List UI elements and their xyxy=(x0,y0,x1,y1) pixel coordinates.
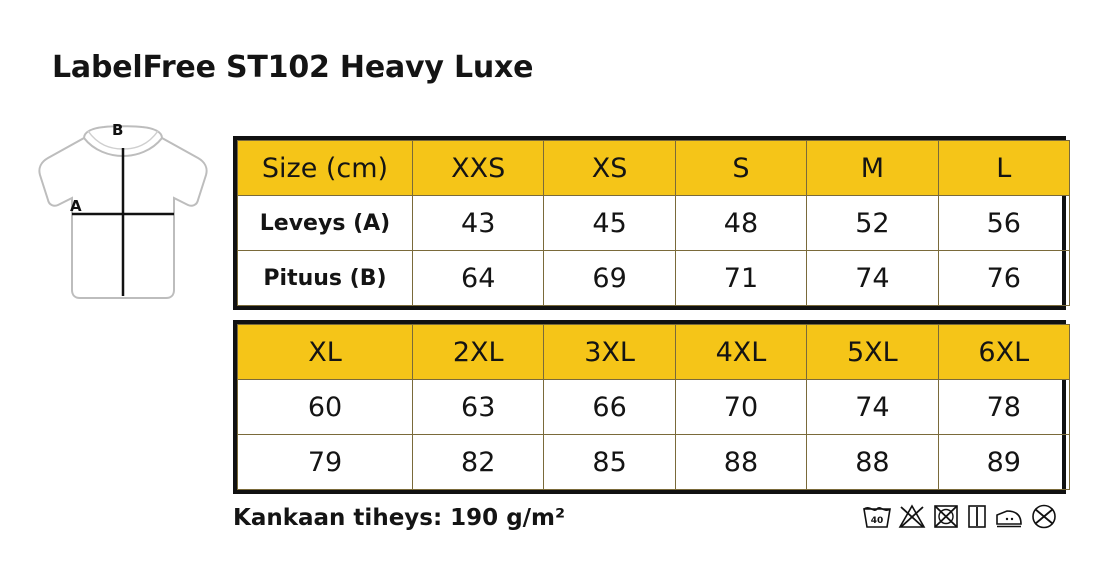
care-symbols xyxy=(862,503,1058,529)
svg-text:40: 40 xyxy=(870,516,884,526)
table-cell: 60 xyxy=(238,380,413,435)
table-header-cell: XS xyxy=(544,141,675,196)
table-cell: 74 xyxy=(807,251,938,306)
table-cell: 79 xyxy=(238,435,413,490)
table-cell: 85 xyxy=(544,435,675,490)
table-header-cell: Size (cm) xyxy=(238,141,413,196)
table-header-cell: 3XL xyxy=(544,325,675,380)
table-row xyxy=(238,435,1070,490)
table-cell: 52 xyxy=(807,196,938,251)
table-cell: 76 xyxy=(938,251,1069,306)
table-cell: 78 xyxy=(938,380,1069,435)
table-cell: 71 xyxy=(675,251,806,306)
table-cell: 89 xyxy=(938,435,1069,490)
do-not-wring-icon xyxy=(966,503,988,529)
do-not-bleach-icon xyxy=(898,503,926,529)
table-header-cell: XL xyxy=(238,325,413,380)
table-cell: 45 xyxy=(544,196,675,251)
table-cell: 82 xyxy=(413,435,544,490)
table-row xyxy=(238,251,1070,306)
size-chart-block-xl-6xl xyxy=(233,320,1066,494)
table-cell: 88 xyxy=(807,435,938,490)
table-header-cell: 5XL xyxy=(807,325,938,380)
size-chart xyxy=(233,136,1066,494)
table-cell: 70 xyxy=(675,380,806,435)
table-cell: 66 xyxy=(544,380,675,435)
table-cell: 48 xyxy=(675,196,806,251)
wash-40-icon xyxy=(862,503,892,529)
table-cell: 64 xyxy=(413,251,544,306)
table-row-header-2 xyxy=(238,325,1070,380)
table-header-cell: S xyxy=(675,141,806,196)
size-table-2 xyxy=(237,324,1070,490)
table-header-cell: 2XL xyxy=(413,325,544,380)
tshirt-measurement-diagram xyxy=(22,118,227,313)
table-cell: 69 xyxy=(544,251,675,306)
diagram-label-length: B xyxy=(112,121,124,139)
table-header-cell: M xyxy=(807,141,938,196)
size-table-1 xyxy=(237,140,1070,306)
table-cell: 63 xyxy=(413,380,544,435)
table-header-cell: L xyxy=(938,141,1069,196)
table-header-cell: XXS xyxy=(413,141,544,196)
do-not-tumble-dry-icon xyxy=(932,503,960,529)
table-header-cell: 6XL xyxy=(938,325,1069,380)
table-row-header-1 xyxy=(238,141,1070,196)
table-row xyxy=(238,380,1070,435)
table-block-divider xyxy=(233,310,1066,320)
do-not-dry-clean-icon xyxy=(1030,503,1058,529)
table-cell: 56 xyxy=(938,196,1069,251)
table-row-label: Pituus (B) xyxy=(238,251,413,306)
iron-medium-icon xyxy=(994,503,1024,529)
fabric-weight-label: Kankaan tiheys: 190 g/m² xyxy=(233,505,566,531)
table-header-cell: 4XL xyxy=(675,325,806,380)
diagram-label-width: A xyxy=(70,197,82,215)
size-chart-block-xxs-l xyxy=(233,136,1066,310)
table-cell: 74 xyxy=(807,380,938,435)
table-row xyxy=(238,196,1070,251)
table-cell: 43 xyxy=(413,196,544,251)
page-title: LabelFree ST102 Heavy Luxe xyxy=(52,50,534,85)
table-row-label: Leveys (A) xyxy=(238,196,413,251)
table-cell: 88 xyxy=(675,435,806,490)
